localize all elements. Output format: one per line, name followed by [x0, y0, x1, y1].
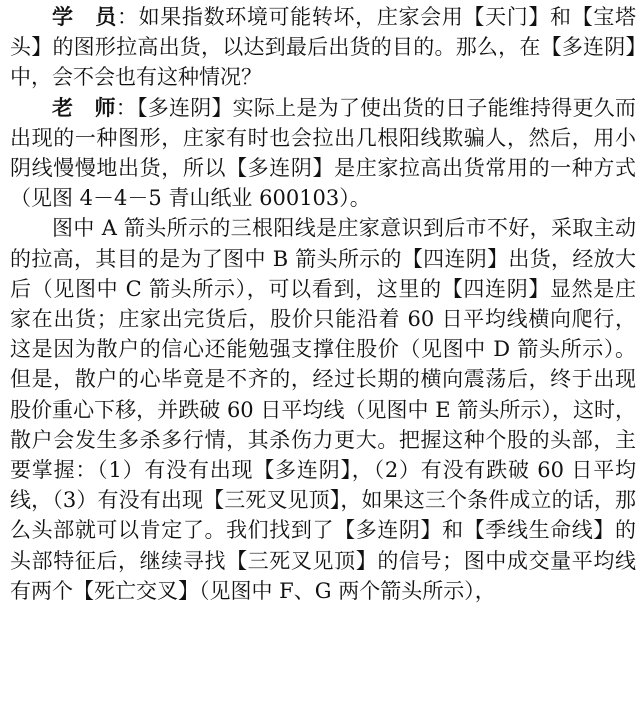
- paragraph-student: [10, 2, 636, 93]
- speaker-label: 老 师: [52, 95, 116, 120]
- paragraph-teacher: [10, 93, 636, 214]
- paragraph-text: 图中 A 箭头所示的三根阳线是庄家意识到后市不好，采取主动的拉高，其目的是为了图中 B 箭头所示的【四连阴】出货，经放大后（见图中 C 箭头所示），可以看到，这里的【四连阴】显然是庄家在出货；庄家出完货后，股价只能沿着 60 日平均线横向爬行，这是因为散户的信心还能勉强支撑住股价（见图中 D 箭头所示）。但是，散户的心毕竟是不齐的，经过长期的横向震荡后，终于出现股价重心下移，并跌破 60 日平均线（见图中 E 箭头所示），这时，散户会发生多杀多行情，其杀伤力更大。把握这种个股的头部，主要掌握：（1）有没有出现【多连阴】，（2）有没有跌破 60 日平均线，（3）有没有出现【三死叉见顶】，如果这三个条件成立的话，那么头部就可以肯定了。我们找到了【多连阴】和【季线生命线】的头部特征后，继续寻找【三死叉见顶】的信号；图中成交量平均线有两个【死亡交叉】（见图中 F、G 两个箭头所示），: [10, 216, 636, 603]
- paragraph-text: ：【多连阴】实际上是为了使出货的日子能维持得更久而出现的一种图形，庄家有时也会拉出几根阳线欺骗人，然后，用小阴线慢慢地出货，所以【多连阴】是庄家拉高出货常用的一种方式（见图 4－4－5 青山纸业 600103）。: [10, 95, 637, 211]
- paragraph-text: ：如果指数环境可能转坏，庄家会用【天门】和【宝塔头】的图形拉高出货，以达到最后出货的目的。那么，在【多连阴】中，会不会也有这种情况？: [10, 5, 637, 90]
- speaker-label: 学 员: [52, 5, 117, 29]
- document-page: [10, 2, 636, 606]
- paragraph-explanation: [10, 213, 636, 606]
